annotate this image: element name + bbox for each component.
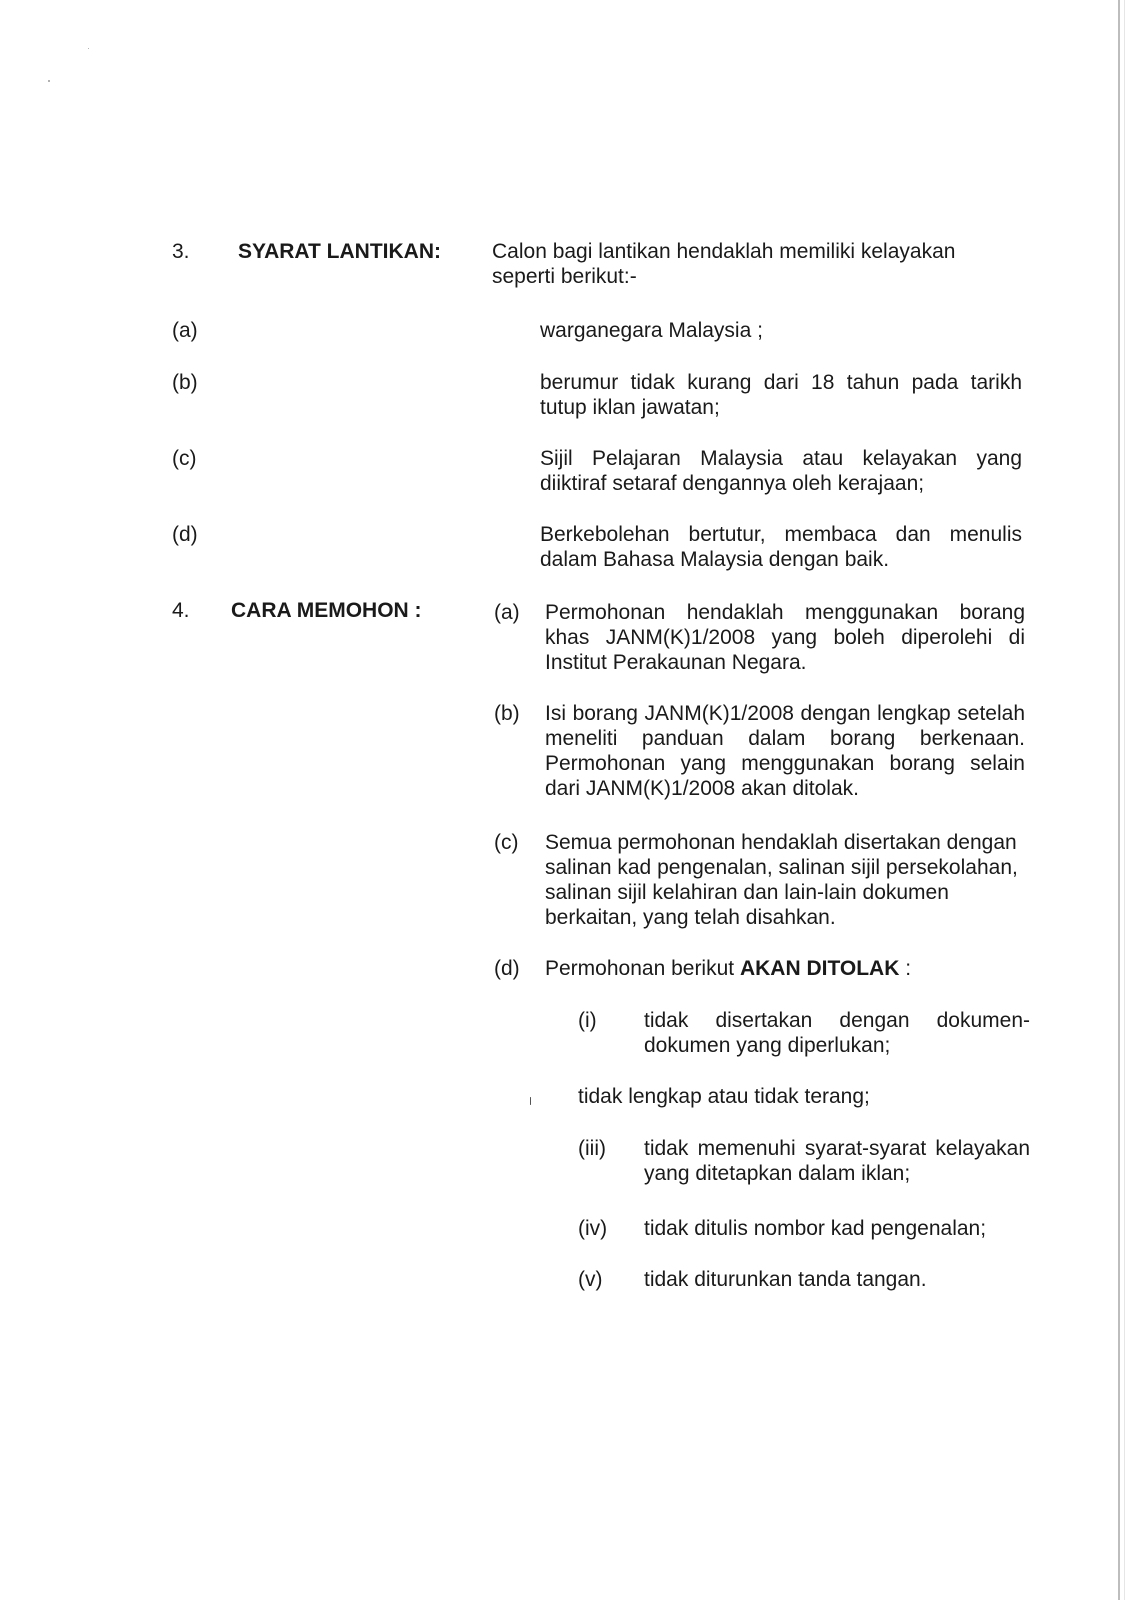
item-text-plain: : — [899, 957, 912, 980]
scan-edge-line — [1118, 0, 1120, 1600]
section-3-intro: Calon bagi lantikan hendaklah memiliki kelayakan seperti berikut:- — [492, 240, 956, 288]
rejection-text: tidak diturunkan tanda tangan. — [644, 1268, 927, 1291]
section-4-item-text — [545, 956, 1025, 981]
rejection-label: (i) — [578, 1009, 597, 1032]
section-4-heading: CARA MEMOHON : — [231, 599, 422, 622]
section-3-number: 3. — [172, 240, 190, 263]
section-3-item-text: berumur tidak kurang dari 18 tahun pada tarikh tutup iklan jawatan; — [540, 371, 1022, 419]
section-3-item-text: Sijil Pelajaran Malaysia atau kelayakan yang diiktiraf setaraf dengannya oleh kerajaan; — [540, 447, 1022, 495]
section-4-item-label: (a) — [494, 601, 520, 624]
rejection-label: (iii) — [578, 1137, 606, 1160]
section-3-item-label: (c) — [172, 447, 197, 470]
section-4-item-label: (b) — [494, 702, 520, 725]
section-4-item-text: Permohonan hendaklah menggunakan borang khas JANM(K)1/2008 yang boleh diperolehi di Institut Perakaunan Negara. — [545, 601, 1025, 674]
scan-mark — [530, 1097, 531, 1105]
section-3-heading: SYARAT LANTIKAN: — [238, 240, 441, 263]
rejection-text: tidak lengkap atau tidak terang; — [578, 1085, 870, 1108]
section-3-item-text: Berkebolehan bertutur, membaca dan menulis dalam Bahasa Malaysia dengan baik. — [540, 523, 1022, 571]
rejection-label: (v) — [578, 1268, 603, 1291]
item-text-plain: Permohonan berikut — [545, 957, 740, 980]
scan-edge-line-faint — [1124, 0, 1125, 1600]
section-4-item-text: Semua permohonan hendaklah disertakan dengan salinan kad pengenalan, salinan sijil persekolahan, salinan sijil kelahiran dan lain-lain dokumen berkaitan, yang telah disahkan. — [545, 831, 1018, 929]
section-4-item-label: (c) — [494, 831, 519, 854]
section-4-number: 4. — [172, 599, 190, 622]
rejection-text: tidak memenuhi syarat-syarat kelayakan yang ditetapkan dalam iklan; — [644, 1137, 1030, 1185]
section-4-item-label: (d) — [494, 957, 520, 980]
section-3-item-label: (b) — [172, 371, 198, 394]
item-text-emphasis: AKAN DITOLAK — [739, 957, 900, 980]
section-3-item-label: (a) — [172, 319, 198, 342]
rejection-label: (iv) — [578, 1217, 608, 1240]
rejection-text: tidak disertakan dengan dokumen-dokumen yang diperlukan; — [644, 1009, 1030, 1057]
section-3-item-text: warganegara Malaysia ; — [540, 319, 763, 342]
rejection-text: tidak ditulis nombor kad pengenalan; — [644, 1217, 987, 1240]
scan-speck — [88, 48, 89, 49]
section-4-item-text: Isi borang JANM(K)1/2008 dengan lengkap setelah meneliti panduan dalam borang berkenaan. Permohonan yang menggunakan borang selain dari JANM(K)1/2008 akan ditolak. — [545, 702, 1025, 800]
section-3-item-label: (d) — [172, 523, 198, 546]
scan-speck — [48, 80, 50, 82]
